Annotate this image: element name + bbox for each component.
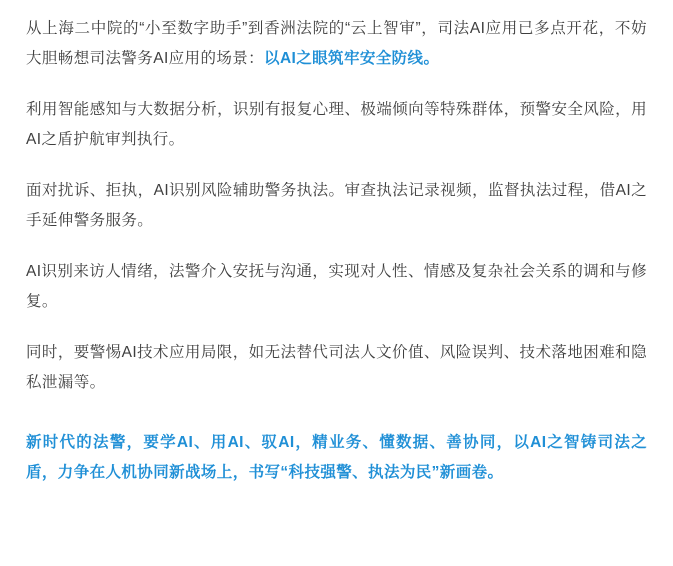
paragraph-1-run-1: 从上海二中院的“小至数字助手”到香洲法院的“云上智审”，司法AI应用已多点开花，不妨大胆畅想司法警务AI应用的场景： (26, 20, 647, 67)
paragraph-2-run-1: 利用智能感知与大数据分析，识别有报复心理、极端倾向等特殊群体，预警安全风险，用AI之盾护航审判执行。 (26, 101, 647, 148)
page-left-edge (0, 0, 2, 566)
paragraph-4 (26, 257, 647, 317)
paragraph-2 (26, 95, 647, 155)
paragraph-5 (26, 338, 647, 398)
paragraph-1 (26, 14, 647, 74)
paragraph-6-run-1-accent: 新时代的法警，要学AI、用AI、驭AI，精业务、懂数据、善协同，以AI之智铸司法之盾，力争在人机协同新战场上，书写“科技强警、执法为民”新画卷。 (26, 434, 647, 481)
paragraph-5-run-1: 同时，要警惕AI技术应用局限，如无法替代司法人文价值、风险误判、技术落地困难和隐私泄漏等。 (26, 344, 647, 391)
paragraph-6 (26, 428, 647, 488)
paragraph-1-run-2-accent: 以AI之眼筑牢安全防线。 (264, 50, 440, 67)
paragraph-3 (26, 176, 647, 236)
paragraph-3-run-1: 面对扰诉、拒执，AI识别风险辅助警务执法。审查执法记录视频，监督执法过程，借AI之手延伸警务服务。 (26, 182, 647, 229)
paragraph-4-run-1: AI识别来访人情绪，法警介入安抚与沟通，实现对人性、情感及复杂社会关系的调和与修复。 (26, 263, 647, 310)
